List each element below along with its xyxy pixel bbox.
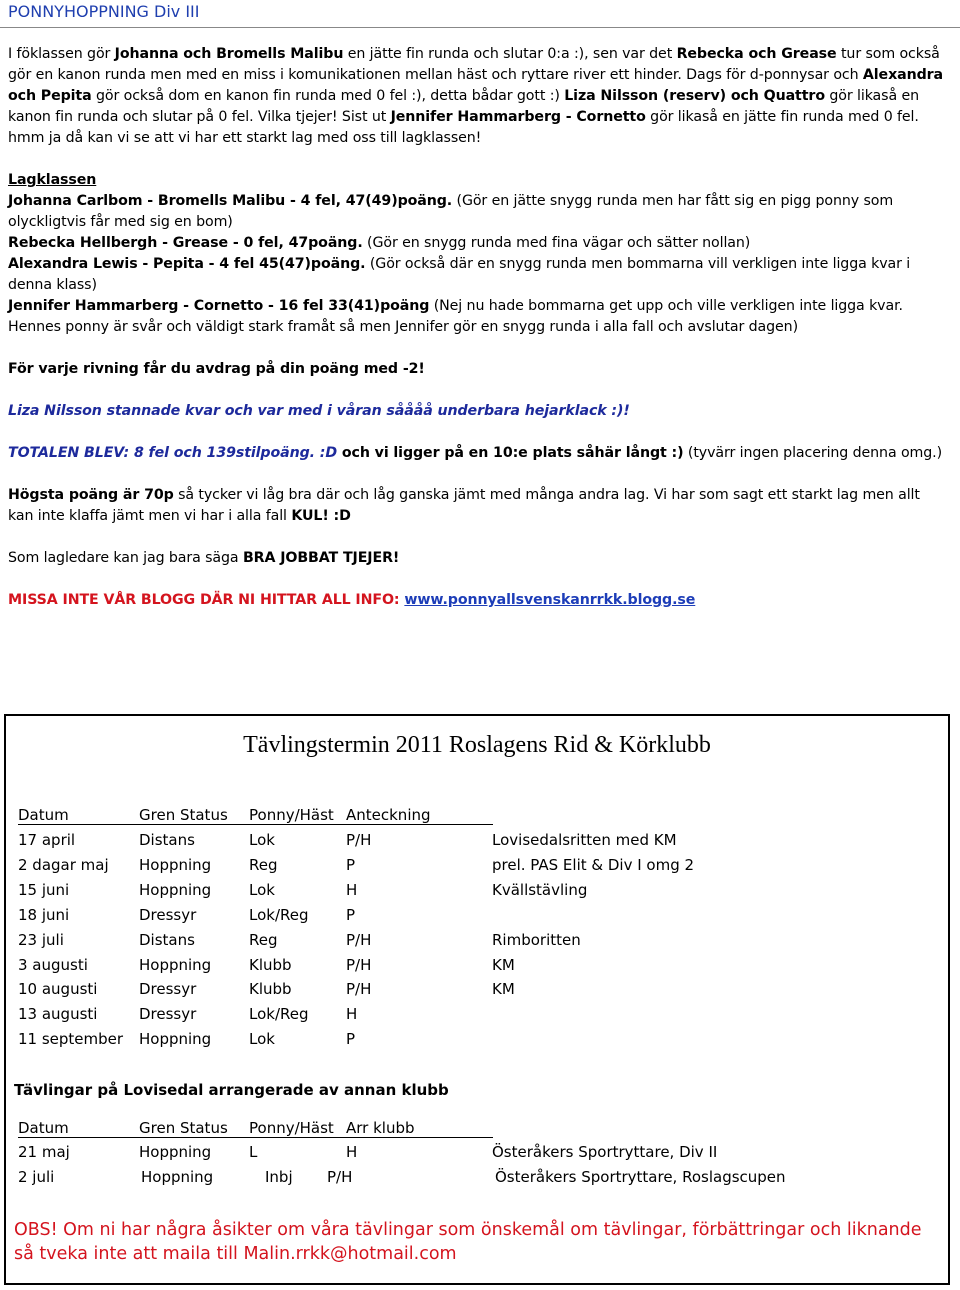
schedule-row-cell: P (346, 905, 356, 924)
schedule-row-cell: P/H (346, 980, 372, 999)
schedule-row-cell: Lovisedalsritten med KM (492, 831, 677, 849)
schedule-row-cell: KM (492, 980, 515, 999)
schedule-title: Tävlingstermin 2011 Roslagens Rid & Körklubb (243, 732, 711, 758)
article-body (8, 44, 948, 611)
schedule-row-cell: 18 juni (18, 905, 70, 924)
intro-run: tur som också gör en kanon runda men med en miss i komunikationen mellan häst och ryttare river ett hinder. Dags för d-ponnysar och (8, 46, 940, 83)
lag-result-comment: (Gör en jätte snygg runda men har fått sig en pigg ponny som olyckligtvis får med sig en bom) (8, 193, 894, 230)
schedule-row-cell: Reg (249, 855, 278, 874)
schedule-row-cell: Distans (139, 930, 195, 949)
schedule-row-cell: 11 september (18, 1030, 124, 1049)
intro-paragraph (8, 44, 948, 149)
schedule-row-cell: H (346, 880, 358, 899)
external-header-cell: Gren Status (139, 1119, 228, 1137)
hejarklack-note: Liza Nilsson stannade kvar och var med i våran såååå underbara hejarklack :)! (8, 403, 630, 419)
blog-link[interactable]: www.ponnyallsvenskanrrkk.blogg.se (404, 592, 696, 608)
schedule-row-cell: P/H (346, 930, 372, 949)
schedule-header-cell: Anteckning (346, 806, 431, 824)
schedule-row-cell: 15 juni (18, 880, 70, 899)
blog-promo: MISSA INTE VÅR BLOGG DÄR NI HITTAR ALL INFO: (8, 592, 405, 608)
lagledare-praise: BRA JOBBAT TJEJER! (242, 550, 400, 566)
lag-result-line (8, 191, 948, 233)
schedule-row-cell: 10 augusti (18, 980, 98, 999)
external-row-cell: 2 juli (18, 1168, 55, 1186)
schedule-row-cell: Reg (249, 930, 278, 949)
schedule-row-cell: KM (492, 955, 515, 974)
schedule-row-cell: 13 augusti (18, 1005, 98, 1024)
external-row-cell: Österåkers Sportryttare, Div II (492, 1143, 718, 1161)
schedule-row-cell: Rimboritten (492, 930, 581, 949)
hogsta-text: så tycker vi låg bra där och låg ganska jämt med många andra lag. Vi har som sagt ett starkt lag men allt kan inte klaffa jämt men vi har i alla fall (8, 487, 920, 524)
totalen-paragraph (8, 443, 948, 464)
totalen-score: TOTALEN BLEV: 8 fel och 139stilpoäng. :D (8, 445, 338, 461)
intro-run: gör också dom en kanon fin runda med 0 fel :), detta bådar gott :) (91, 88, 565, 104)
intro-run: Jennifer Hammarberg - Cornetto (390, 109, 646, 125)
intro-run: Johanna och Bromells Malibu (114, 46, 344, 62)
schedule-header-cell: Datum (18, 806, 69, 824)
lag-result-comment: (Gör en snygg runda med fina vägar och sätter nollan) (362, 235, 751, 251)
external-row-cell: 21 maj (18, 1143, 70, 1161)
schedule-row-cell: Lok/Reg (249, 1005, 309, 1024)
lagklassen-results (8, 191, 948, 338)
schedule-row-cell: P (346, 855, 356, 874)
rivning-note: För varje rivning får du avdrag på din poäng med -2! (8, 361, 425, 377)
lag-result-rider: Johanna Carlbom - Bromells Malibu - 4 fel, 47(49)poäng. (8, 193, 453, 209)
obs-note: OBS! Om ni har några åsikter om våra tävlingar som önskemål om tävlingar, förbättringar och liknande så tveka inte att maila till Malin.rrkk@hotmail.com (14, 1220, 922, 1264)
external-row-cell: H (346, 1143, 358, 1161)
intro-run: gör likaså en kanon fin runda och slutar på 0 fel. Vilka tjejer! Sist ut (8, 88, 919, 125)
schedule-header-cell: Ponny/Häst (249, 806, 334, 824)
intro-run: Rebecka och Grease (676, 46, 837, 62)
schedule-row-cell: P/H (346, 955, 372, 974)
external-row-cell: Inbj (265, 1168, 293, 1186)
schedule-row-cell: Klubb (249, 980, 292, 999)
totalen-placement: och vi ligger på en 10:e plats såhär långt :) (337, 445, 684, 461)
schedule-row-cell: 23 juli (18, 930, 64, 949)
lagklassen-title: Lagklassen (8, 172, 97, 188)
external-row-cell: Hoppning (139, 1143, 212, 1161)
external-header-cell: Datum (18, 1119, 69, 1137)
schedule-row-cell: Lok (249, 1030, 275, 1049)
schedule-row-cell: Hoppning (139, 955, 212, 974)
schedule-row-cell: Hoppning (139, 880, 212, 899)
external-row-cell: P/H (327, 1168, 353, 1186)
schedule-row-cell: P (346, 1030, 356, 1049)
schedule-row-cell: Klubb (249, 955, 292, 974)
lag-result-rider: Rebecka Hellbergh - Grease - 0 fel, 47poäng. (8, 235, 363, 251)
lag-result-line (8, 254, 948, 296)
schedule-row-cell: Hoppning (139, 1030, 212, 1049)
schedule-row-cell: 2 dagar maj (18, 855, 109, 874)
schedule-row-cell: Dressyr (139, 905, 197, 924)
schedule-row-cell: prel. PAS Elit & Div I omg 2 (492, 855, 695, 874)
totalen-note: (tyvärr ingen placering denna omg.) (683, 445, 942, 461)
hogsta-score: Högsta poäng är 70p (8, 487, 174, 503)
external-row-cell: Hoppning (141, 1168, 214, 1186)
hogsta-end: KUL! :D (291, 508, 351, 524)
schedule-row-cell: Dressyr (139, 980, 197, 999)
external-events-title: Tävlingar på Lovisedal arrangerade av annan klubb (14, 1081, 449, 1099)
lag-result-rider: Jennifer Hammarberg - Cornetto - 16 fel 33(41)poäng (8, 298, 430, 314)
lag-result-comment: (Nej nu hade bommarna get upp och ville verkligen inte ligga kvar. Hennes ponny är svår och väldigt stark framåt så men Jennifer gör en snygg runda i alla fall och avslutar dagen) (8, 298, 903, 335)
lag-result-rider: Alexandra Lewis - Pepita - 4 fel 45(47)poäng. (8, 256, 366, 272)
external-header-cell: Ponny/Häst (249, 1119, 334, 1137)
intro-run: Liza Nilsson (reserv) och Quattro (564, 88, 825, 104)
schedule-header-cell: Gren Status (139, 806, 228, 824)
schedule-box (4, 714, 950, 1285)
lag-result-line (8, 296, 948, 338)
schedule-row-cell: H (346, 1005, 358, 1024)
lag-result-line (8, 233, 948, 254)
external-row-cell: Österåkers Sportryttare, Roslagscupen (495, 1168, 786, 1186)
header-underline (18, 824, 493, 825)
schedule-row-cell: Dressyr (139, 1005, 197, 1024)
schedule-row-cell: P/H (346, 831, 372, 849)
external-header-cell: Arr klubb (346, 1119, 415, 1137)
schedule-row-cell: Lok/Reg (249, 905, 309, 924)
hogsta-paragraph (8, 485, 948, 527)
schedule-row-cell: Distans (139, 831, 195, 849)
intro-run: gör likaså en jätte fin runda med 0 fel. hmm ja då kan vi se att vi har ett starkt lag med oss till lagklassen! (8, 109, 919, 146)
intro-run: I föklassen gör (8, 46, 115, 62)
lagledare-paragraph (8, 548, 948, 569)
schedule-row-cell: Lok (249, 880, 275, 899)
intro-run: Alexandra och Pepita (8, 67, 944, 104)
lagledare-text: Som lagledare kan jag bara säga (8, 550, 243, 566)
schedule-row-cell: Kvällstävling (492, 880, 588, 899)
external-row-cell: L (249, 1143, 258, 1161)
schedule-row-cell: Lok (249, 831, 275, 849)
page-heading: PONNYHOPPNING Div III (8, 2, 200, 21)
heading-divider (0, 27, 960, 28)
header-underline (18, 1137, 493, 1138)
schedule-row-cell: Hoppning (139, 855, 212, 874)
schedule-row-cell: 3 augusti (18, 955, 88, 974)
intro-run: en jätte fin runda och slutar 0:a :), sen var det (343, 46, 677, 62)
schedule-row-cell: 17 april (18, 831, 76, 849)
lag-result-comment: (Gör också där en snygg runda men bommarna vill verkligen inte ligga kvar i denna klass) (8, 256, 911, 293)
